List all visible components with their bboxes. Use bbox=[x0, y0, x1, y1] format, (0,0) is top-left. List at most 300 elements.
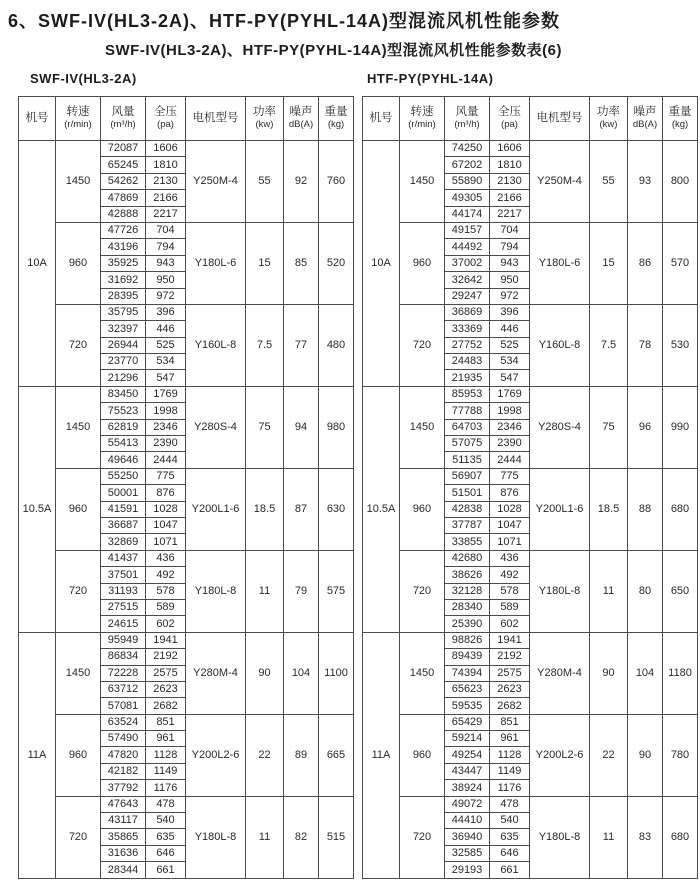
pressure-cell: 1941 bbox=[146, 632, 186, 648]
flow-cell: 37792 bbox=[101, 780, 146, 796]
flow-cell: 74394 bbox=[445, 665, 490, 681]
flow-cell: 33855 bbox=[445, 534, 490, 550]
flow-cell: 33369 bbox=[445, 321, 490, 337]
speed-cell: 720 bbox=[56, 304, 101, 386]
pressure-cell: 478 bbox=[146, 796, 186, 812]
motor-model-cell: Y250M-4 bbox=[530, 141, 590, 223]
flow-cell: 24615 bbox=[101, 616, 146, 632]
flow-cell: 32128 bbox=[445, 583, 490, 599]
pressure-cell: 2192 bbox=[490, 649, 530, 665]
pressure-cell: 2390 bbox=[490, 436, 530, 452]
pressure-cell: 1028 bbox=[146, 501, 186, 517]
motor-model-cell: Y180L-8 bbox=[186, 796, 246, 878]
table-row bbox=[363, 632, 698, 648]
motor-model-cell: Y180L-8 bbox=[186, 550, 246, 632]
flow-cell: 55890 bbox=[445, 173, 490, 189]
pressure-cell: 704 bbox=[146, 222, 186, 238]
noise-cell: 87 bbox=[284, 468, 319, 550]
speed-cell: 720 bbox=[56, 550, 101, 632]
flow-cell: 32869 bbox=[101, 534, 146, 550]
table-row bbox=[19, 714, 354, 730]
motor-model-cell: Y280S-4 bbox=[186, 386, 246, 468]
flow-cell: 38924 bbox=[445, 780, 490, 796]
noise-cell: 80 bbox=[628, 550, 663, 632]
pressure-cell: 396 bbox=[490, 304, 530, 320]
pressure-cell: 1047 bbox=[146, 517, 186, 533]
noise-cell: 104 bbox=[284, 632, 319, 714]
model-label-swf: SWF-IV(HL3-2A) bbox=[30, 71, 137, 86]
fan-size-cell: 10.5A bbox=[19, 386, 56, 632]
weight-cell: 680 bbox=[663, 796, 698, 878]
pressure-cell: 876 bbox=[490, 485, 530, 501]
power-cell: 7.5 bbox=[246, 304, 284, 386]
pressure-cell: 2444 bbox=[146, 452, 186, 468]
flow-cell: 35925 bbox=[101, 255, 146, 271]
pressure-cell: 2166 bbox=[490, 190, 530, 206]
pressure-cell: 972 bbox=[146, 288, 186, 304]
pressure-cell: 436 bbox=[146, 550, 186, 566]
flow-cell: 25390 bbox=[445, 616, 490, 632]
weight-cell: 665 bbox=[319, 714, 354, 796]
motor-model-cell: Y180L-8 bbox=[530, 796, 590, 878]
pressure-cell: 851 bbox=[146, 714, 186, 730]
power-cell: 18.5 bbox=[590, 468, 628, 550]
noise-cell: 79 bbox=[284, 550, 319, 632]
pressure-cell: 2682 bbox=[490, 698, 530, 714]
page-title: 6、SWF-IV(HL3-2A)、HTF-PY(PYHL-14A)型混流风机性能参数 bbox=[8, 11, 561, 31]
power-cell: 18.5 bbox=[246, 468, 284, 550]
pressure-cell: 646 bbox=[146, 845, 186, 861]
flow-cell: 47869 bbox=[101, 190, 146, 206]
flow-cell: 44492 bbox=[445, 239, 490, 255]
flow-cell: 75523 bbox=[101, 403, 146, 419]
flow-cell: 42182 bbox=[101, 763, 146, 779]
pressure-cell: 2217 bbox=[490, 206, 530, 222]
flow-cell: 83450 bbox=[101, 386, 146, 402]
flow-cell: 59214 bbox=[445, 731, 490, 747]
pressure-cell: 478 bbox=[490, 796, 530, 812]
flow-cell: 28344 bbox=[101, 862, 146, 878]
pressure-cell: 950 bbox=[490, 272, 530, 288]
power-cell: 11 bbox=[246, 550, 284, 632]
weight-cell: 480 bbox=[319, 304, 354, 386]
flow-cell: 31692 bbox=[101, 272, 146, 288]
pressure-cell: 661 bbox=[146, 862, 186, 878]
pressure-cell: 1769 bbox=[146, 386, 186, 402]
pressure-cell: 1047 bbox=[490, 517, 530, 533]
page-subtitle: SWF-IV(HL3-2A)、HTF-PY(PYHL-14A)型混流风机性能参数表(6) bbox=[105, 42, 562, 59]
pressure-cell: 446 bbox=[490, 321, 530, 337]
pressure-cell: 1998 bbox=[490, 403, 530, 419]
flow-cell: 44410 bbox=[445, 813, 490, 829]
weight-cell: 515 bbox=[319, 796, 354, 878]
speed-cell: 960 bbox=[56, 714, 101, 796]
flow-cell: 24483 bbox=[445, 354, 490, 370]
motor-model-cell: Y160L-8 bbox=[530, 304, 590, 386]
noise-cell: 104 bbox=[628, 632, 663, 714]
flow-cell: 43196 bbox=[101, 239, 146, 255]
flow-cell: 35865 bbox=[101, 829, 146, 845]
motor-model-cell: Y280M-4 bbox=[530, 632, 590, 714]
noise-cell: 82 bbox=[284, 796, 319, 878]
flow-cell: 38626 bbox=[445, 567, 490, 583]
flow-cell: 89439 bbox=[445, 649, 490, 665]
pressure-cell: 961 bbox=[146, 731, 186, 747]
pressure-cell: 1941 bbox=[490, 632, 530, 648]
pressure-cell: 1606 bbox=[146, 141, 186, 157]
pressure-cell: 578 bbox=[146, 583, 186, 599]
column-header: 重量 (kg) bbox=[319, 97, 354, 141]
column-header: 功率 (kw) bbox=[246, 97, 284, 141]
flow-cell: 28395 bbox=[101, 288, 146, 304]
motor-model-cell: Y200L1-6 bbox=[186, 468, 246, 550]
flow-cell: 65429 bbox=[445, 714, 490, 730]
pressure-cell: 525 bbox=[146, 337, 186, 353]
motor-model-cell: Y180L-8 bbox=[530, 550, 590, 632]
column-header: 机号 bbox=[363, 97, 400, 141]
power-cell: 90 bbox=[590, 632, 628, 714]
pressure-cell: 2192 bbox=[146, 649, 186, 665]
flow-cell: 86834 bbox=[101, 649, 146, 665]
flow-cell: 37501 bbox=[101, 567, 146, 583]
pressure-cell: 540 bbox=[146, 813, 186, 829]
pressure-cell: 2623 bbox=[146, 681, 186, 697]
flow-cell: 37787 bbox=[445, 517, 490, 533]
pressure-cell: 2217 bbox=[146, 206, 186, 222]
column-header: 全压 (pa) bbox=[146, 97, 186, 141]
flow-cell: 41591 bbox=[101, 501, 146, 517]
speed-cell: 1450 bbox=[56, 632, 101, 714]
noise-cell: 93 bbox=[628, 141, 663, 223]
flow-cell: 59535 bbox=[445, 698, 490, 714]
column-header: 噪声 dB(A) bbox=[284, 97, 319, 141]
pressure-cell: 635 bbox=[146, 829, 186, 845]
speed-cell: 960 bbox=[56, 222, 101, 304]
pressure-cell: 2623 bbox=[490, 681, 530, 697]
weight-cell: 520 bbox=[319, 222, 354, 304]
tables-container bbox=[0, 96, 700, 879]
pressure-cell: 704 bbox=[490, 222, 530, 238]
pressure-cell: 2130 bbox=[490, 173, 530, 189]
pressure-cell: 876 bbox=[146, 485, 186, 501]
pressure-cell: 1149 bbox=[490, 763, 530, 779]
pressure-cell: 775 bbox=[146, 468, 186, 484]
flow-cell: 55250 bbox=[101, 468, 146, 484]
table-row bbox=[19, 386, 354, 402]
speed-cell: 1450 bbox=[400, 632, 445, 714]
flow-cell: 37002 bbox=[445, 255, 490, 271]
header-row bbox=[363, 97, 698, 141]
pressure-cell: 794 bbox=[146, 239, 186, 255]
pressure-cell: 2346 bbox=[146, 419, 186, 435]
table-row bbox=[19, 141, 354, 157]
pressure-cell: 1176 bbox=[490, 780, 530, 796]
flow-cell: 44174 bbox=[445, 206, 490, 222]
motor-model-cell: Y160L-8 bbox=[186, 304, 246, 386]
motor-model-cell: Y280M-4 bbox=[186, 632, 246, 714]
weight-cell: 1100 bbox=[319, 632, 354, 714]
pressure-cell: 534 bbox=[490, 354, 530, 370]
column-header: 重量 (kg) bbox=[663, 97, 698, 141]
flow-cell: 49254 bbox=[445, 747, 490, 763]
flow-cell: 35795 bbox=[101, 304, 146, 320]
flow-cell: 42680 bbox=[445, 550, 490, 566]
fan-size-cell: 11A bbox=[363, 632, 400, 878]
column-header: 转速 (r/min) bbox=[56, 97, 101, 141]
flow-cell: 56907 bbox=[445, 468, 490, 484]
speed-cell: 960 bbox=[400, 714, 445, 796]
weight-cell: 780 bbox=[663, 714, 698, 796]
power-cell: 22 bbox=[246, 714, 284, 796]
pressure-cell: 578 bbox=[490, 583, 530, 599]
pressure-cell: 2346 bbox=[490, 419, 530, 435]
fan-size-cell: 10A bbox=[19, 141, 56, 387]
pressure-cell: 646 bbox=[490, 845, 530, 861]
noise-cell: 78 bbox=[628, 304, 663, 386]
flow-cell: 63712 bbox=[101, 681, 146, 697]
column-header: 转速 (r/min) bbox=[400, 97, 445, 141]
flow-cell: 74250 bbox=[445, 141, 490, 157]
table-row bbox=[363, 304, 698, 320]
pressure-cell: 1998 bbox=[146, 403, 186, 419]
pressure-cell: 540 bbox=[490, 813, 530, 829]
speed-cell: 720 bbox=[400, 304, 445, 386]
flow-cell: 72087 bbox=[101, 141, 146, 157]
flow-cell: 62819 bbox=[101, 419, 146, 435]
column-header: 机号 bbox=[19, 97, 56, 141]
pressure-cell: 851 bbox=[490, 714, 530, 730]
table-row bbox=[19, 222, 354, 238]
power-cell: 75 bbox=[246, 386, 284, 468]
pressure-cell: 1128 bbox=[146, 747, 186, 763]
flow-cell: 42888 bbox=[101, 206, 146, 222]
power-cell: 11 bbox=[590, 550, 628, 632]
pressure-cell: 492 bbox=[490, 567, 530, 583]
table-row bbox=[363, 468, 698, 484]
flow-cell: 64703 bbox=[445, 419, 490, 435]
pressure-cell: 1071 bbox=[146, 534, 186, 550]
flow-cell: 65245 bbox=[101, 157, 146, 173]
pressure-cell: 1128 bbox=[490, 747, 530, 763]
pressure-cell: 589 bbox=[490, 599, 530, 615]
column-header: 风量 (m³/h) bbox=[101, 97, 146, 141]
pressure-cell: 635 bbox=[490, 829, 530, 845]
flow-cell: 49157 bbox=[445, 222, 490, 238]
pressure-cell: 589 bbox=[146, 599, 186, 615]
noise-cell: 88 bbox=[628, 468, 663, 550]
noise-cell: 96 bbox=[628, 386, 663, 468]
flow-cell: 47726 bbox=[101, 222, 146, 238]
pressure-cell: 2130 bbox=[146, 173, 186, 189]
pressure-cell: 661 bbox=[490, 862, 530, 878]
flow-cell: 42838 bbox=[445, 501, 490, 517]
flow-cell: 77788 bbox=[445, 403, 490, 419]
power-cell: 7.5 bbox=[590, 304, 628, 386]
swf-performance-table bbox=[18, 96, 354, 879]
flow-cell: 36869 bbox=[445, 304, 490, 320]
pressure-cell: 943 bbox=[490, 255, 530, 271]
pressure-cell: 950 bbox=[146, 272, 186, 288]
weight-cell: 980 bbox=[319, 386, 354, 468]
flow-cell: 41437 bbox=[101, 550, 146, 566]
weight-cell: 530 bbox=[663, 304, 698, 386]
flow-cell: 32585 bbox=[445, 845, 490, 861]
noise-cell: 85 bbox=[284, 222, 319, 304]
column-header: 噪声 dB(A) bbox=[628, 97, 663, 141]
pressure-cell: 2682 bbox=[146, 698, 186, 714]
motor-model-cell: Y200L2-6 bbox=[186, 714, 246, 796]
motor-model-cell: Y180L-6 bbox=[186, 222, 246, 304]
flow-cell: 32397 bbox=[101, 321, 146, 337]
pressure-cell: 396 bbox=[146, 304, 186, 320]
table-row bbox=[363, 386, 698, 402]
noise-cell: 90 bbox=[628, 714, 663, 796]
noise-cell: 77 bbox=[284, 304, 319, 386]
speed-cell: 1450 bbox=[56, 141, 101, 223]
power-cell: 55 bbox=[590, 141, 628, 223]
noise-cell: 83 bbox=[628, 796, 663, 878]
pressure-cell: 2390 bbox=[146, 436, 186, 452]
model-label-htf: HTF-PY(PYHL-14A) bbox=[367, 71, 494, 86]
flow-cell: 29193 bbox=[445, 862, 490, 878]
weight-cell: 630 bbox=[319, 468, 354, 550]
pressure-cell: 2444 bbox=[490, 452, 530, 468]
flow-cell: 47643 bbox=[101, 796, 146, 812]
table-row bbox=[19, 796, 354, 812]
flow-cell: 27752 bbox=[445, 337, 490, 353]
pressure-cell: 1149 bbox=[146, 763, 186, 779]
noise-cell: 92 bbox=[284, 141, 319, 223]
table-row bbox=[363, 796, 698, 812]
flow-cell: 43117 bbox=[101, 813, 146, 829]
power-cell: 15 bbox=[246, 222, 284, 304]
table-row bbox=[363, 714, 698, 730]
flow-cell: 95949 bbox=[101, 632, 146, 648]
motor-model-cell: Y280S-4 bbox=[530, 386, 590, 468]
noise-cell: 89 bbox=[284, 714, 319, 796]
flow-cell: 50001 bbox=[101, 485, 146, 501]
flow-cell: 65623 bbox=[445, 681, 490, 697]
flow-cell: 54262 bbox=[101, 173, 146, 189]
flow-cell: 72228 bbox=[101, 665, 146, 681]
flow-cell: 31193 bbox=[101, 583, 146, 599]
flow-cell: 28340 bbox=[445, 599, 490, 615]
pressure-cell: 2575 bbox=[490, 665, 530, 681]
flow-cell: 49305 bbox=[445, 190, 490, 206]
weight-cell: 1180 bbox=[663, 632, 698, 714]
pressure-cell: 492 bbox=[146, 567, 186, 583]
flow-cell: 29247 bbox=[445, 288, 490, 304]
flow-cell: 57081 bbox=[101, 698, 146, 714]
pressure-cell: 1028 bbox=[490, 501, 530, 517]
pressure-cell: 602 bbox=[490, 616, 530, 632]
flow-cell: 55413 bbox=[101, 436, 146, 452]
power-cell: 90 bbox=[246, 632, 284, 714]
flow-cell: 31636 bbox=[101, 845, 146, 861]
weight-cell: 650 bbox=[663, 550, 698, 632]
pressure-cell: 961 bbox=[490, 731, 530, 747]
flow-cell: 98826 bbox=[445, 632, 490, 648]
column-header: 风量 (m³/h) bbox=[445, 97, 490, 141]
noise-cell: 94 bbox=[284, 386, 319, 468]
speed-cell: 960 bbox=[400, 468, 445, 550]
fan-size-cell: 11A bbox=[19, 632, 56, 878]
pressure-cell: 1606 bbox=[490, 141, 530, 157]
table-row bbox=[19, 550, 354, 566]
flow-cell: 51501 bbox=[445, 485, 490, 501]
weight-cell: 760 bbox=[319, 141, 354, 223]
pressure-cell: 1769 bbox=[490, 386, 530, 402]
flow-cell: 27515 bbox=[101, 599, 146, 615]
motor-model-cell: Y200L1-6 bbox=[530, 468, 590, 550]
flow-cell: 57490 bbox=[101, 731, 146, 747]
table-row bbox=[363, 222, 698, 238]
pressure-cell: 1810 bbox=[490, 157, 530, 173]
pressure-cell: 2166 bbox=[146, 190, 186, 206]
pressure-cell: 446 bbox=[146, 321, 186, 337]
weight-cell: 990 bbox=[663, 386, 698, 468]
table-row bbox=[363, 550, 698, 566]
weight-cell: 680 bbox=[663, 468, 698, 550]
speed-cell: 1450 bbox=[400, 386, 445, 468]
pressure-cell: 602 bbox=[146, 616, 186, 632]
weight-cell: 570 bbox=[663, 222, 698, 304]
power-cell: 55 bbox=[246, 141, 284, 223]
pressure-cell: 525 bbox=[490, 337, 530, 353]
flow-cell: 47820 bbox=[101, 747, 146, 763]
htf-performance-table bbox=[362, 96, 698, 879]
pressure-cell: 1071 bbox=[490, 534, 530, 550]
pressure-cell: 775 bbox=[490, 468, 530, 484]
flow-cell: 36940 bbox=[445, 829, 490, 845]
column-header: 全压 (pa) bbox=[490, 97, 530, 141]
pressure-cell: 972 bbox=[490, 288, 530, 304]
pressure-cell: 943 bbox=[146, 255, 186, 271]
noise-cell: 86 bbox=[628, 222, 663, 304]
pressure-cell: 2575 bbox=[146, 665, 186, 681]
fan-size-cell: 10A bbox=[363, 141, 400, 387]
pressure-cell: 794 bbox=[490, 239, 530, 255]
power-cell: 11 bbox=[590, 796, 628, 878]
weight-cell: 575 bbox=[319, 550, 354, 632]
motor-model-cell: Y200L2-6 bbox=[530, 714, 590, 796]
header-row bbox=[19, 97, 354, 141]
pressure-cell: 436 bbox=[490, 550, 530, 566]
power-cell: 11 bbox=[246, 796, 284, 878]
speed-cell: 960 bbox=[56, 468, 101, 550]
speed-cell: 1450 bbox=[56, 386, 101, 468]
pressure-cell: 1810 bbox=[146, 157, 186, 173]
pressure-cell: 534 bbox=[146, 354, 186, 370]
flow-cell: 57075 bbox=[445, 436, 490, 452]
table-row bbox=[19, 304, 354, 320]
column-header: 电机型号 bbox=[186, 97, 246, 141]
pressure-cell: 1176 bbox=[146, 780, 186, 796]
table-row bbox=[363, 141, 698, 157]
flow-cell: 49072 bbox=[445, 796, 490, 812]
flow-cell: 49646 bbox=[101, 452, 146, 468]
column-header: 功率 (kw) bbox=[590, 97, 628, 141]
motor-model-cell: Y180L-6 bbox=[530, 222, 590, 304]
flow-cell: 21935 bbox=[445, 370, 490, 386]
flow-cell: 36687 bbox=[101, 517, 146, 533]
flow-cell: 26944 bbox=[101, 337, 146, 353]
motor-model-cell: Y250M-4 bbox=[186, 141, 246, 223]
speed-cell: 720 bbox=[400, 550, 445, 632]
speed-cell: 960 bbox=[400, 222, 445, 304]
table-row bbox=[19, 632, 354, 648]
flow-cell: 23770 bbox=[101, 354, 146, 370]
